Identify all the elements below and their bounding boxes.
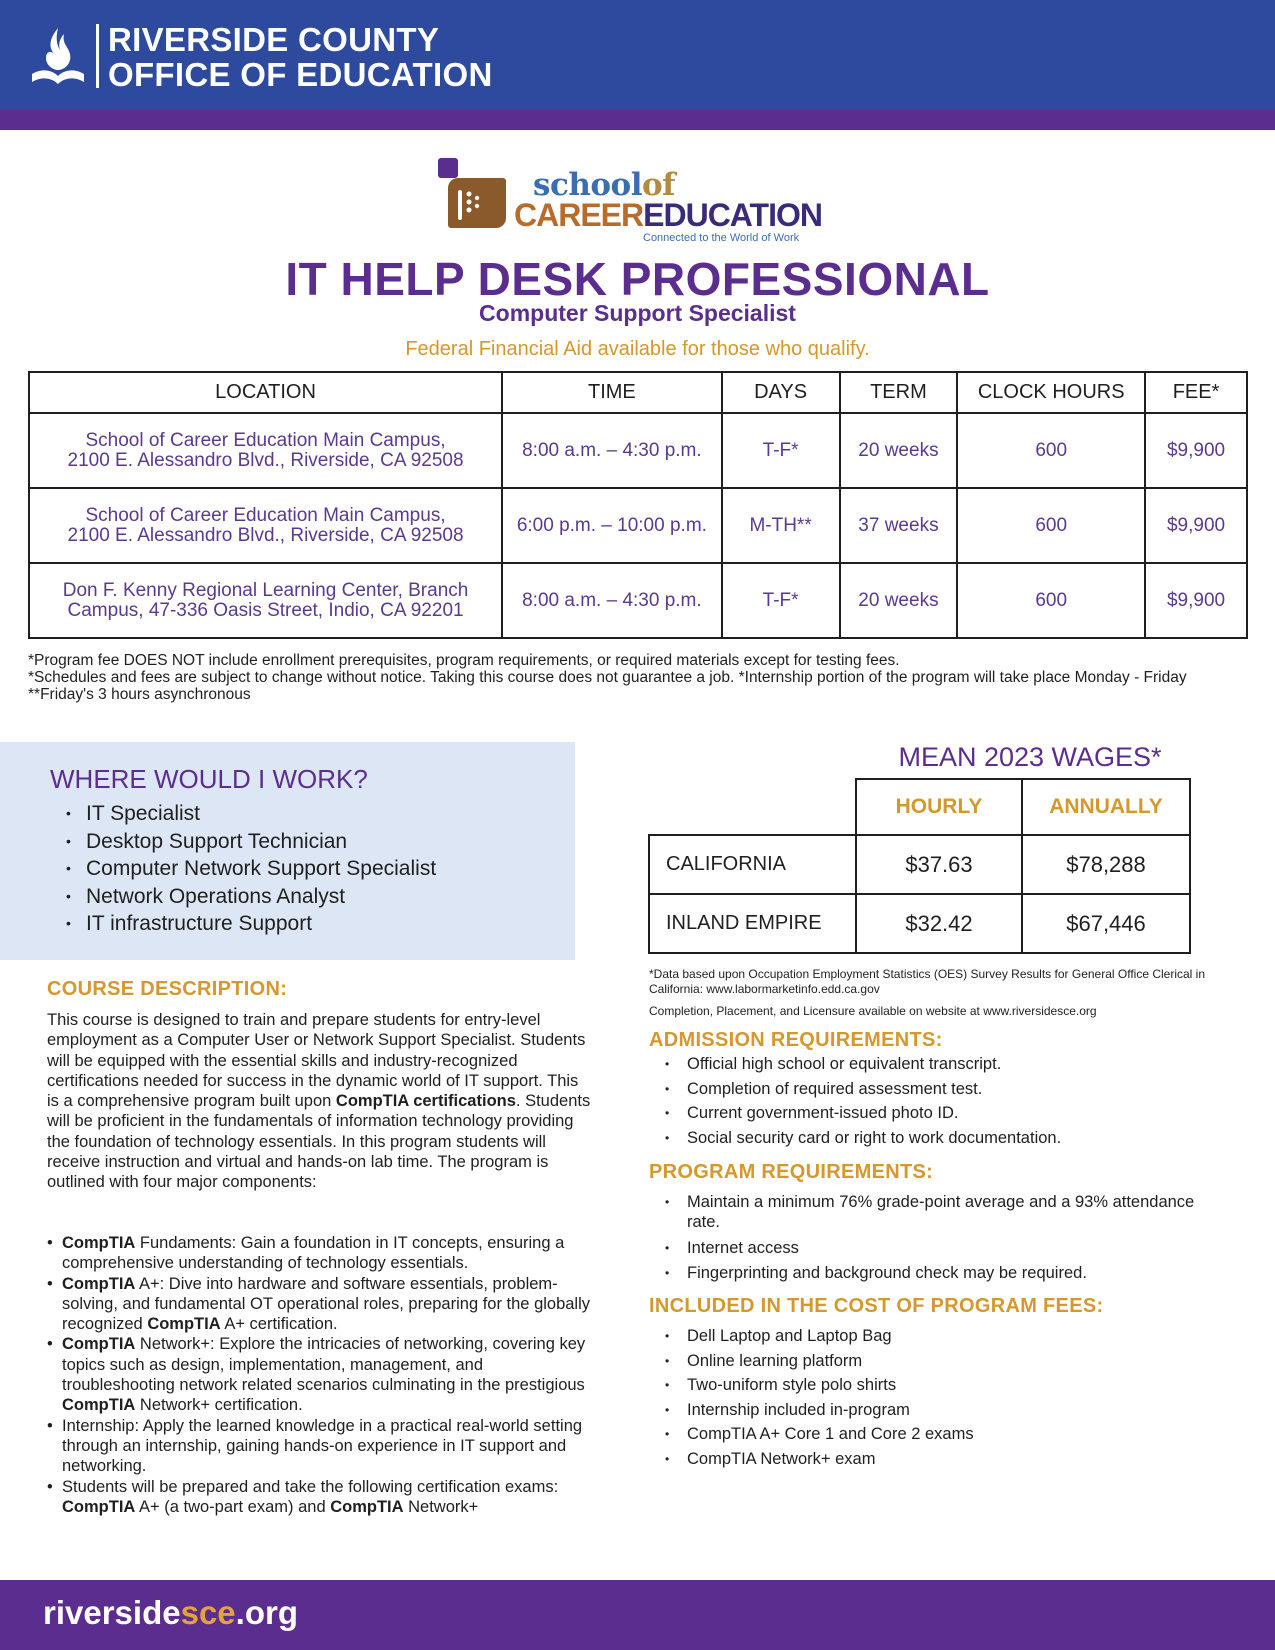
list-item: • Internet access	[662, 1236, 1202, 1261]
list-item: • CompTIA Network+ exam	[662, 1447, 1202, 1472]
list-item	[47, 1416, 592, 1477]
list-item: • Dell Laptop and Laptop Bag	[662, 1324, 1202, 1349]
list-item: • Internship included in-program	[662, 1398, 1202, 1423]
schedule-table	[28, 371, 1248, 639]
list-item: • CompTIA A+ Core 1 and Core 2 exams	[662, 1422, 1202, 1447]
where-work-title: WHERE WOULD I WORK?	[50, 764, 368, 794]
location-cell	[29, 413, 502, 488]
time-cell: 8:00 a.m. – 4:30 p.m.	[502, 563, 722, 638]
website-link[interactable]	[43, 1592, 298, 1634]
column-header: HOURLY	[856, 779, 1022, 835]
schedule-header-row	[29, 372, 1247, 413]
location-line: 2100 E. Alessandro Blvd., Riverside, CA 92508	[67, 449, 464, 471]
header-divider	[96, 24, 99, 88]
annual-cell: $78,288	[1022, 835, 1190, 894]
comptia-bold: CompTIA	[62, 1274, 136, 1293]
column-header: CLOCK HOURS	[957, 372, 1145, 413]
annual-cell: $67,446	[1022, 894, 1190, 953]
list-item: • IT infrastructure Support	[66, 910, 436, 938]
table-row	[29, 413, 1247, 488]
location-line: Campus, 47-336 Oasis Street, Indio, CA 92201	[67, 599, 464, 621]
hourly-cell: $32.42	[856, 894, 1022, 953]
hours-cell: 600	[957, 488, 1145, 563]
component-text: Network+: Explore the intricacies of networking, covering key topics such as design, implementation, management, and troubleshooting network related scenarios culminating in the prestigious	[62, 1335, 586, 1395]
admission-list	[662, 1052, 1202, 1150]
list-item: • Online learning platform	[662, 1349, 1202, 1374]
school-logo	[436, 156, 836, 246]
footnote: *Program fee DOES NOT include enrollment prerequisites, program requirements, or required materials except for testing fees.	[28, 652, 900, 669]
list-item: • Current government-issued photo ID.	[662, 1101, 1202, 1126]
logo-tagline: Connected to the World of Work	[643, 232, 800, 244]
logo-education-word: EDUCATION	[643, 197, 822, 233]
list-item: • Network Operations Analyst	[66, 883, 436, 911]
list-item	[47, 1274, 592, 1335]
blank-cell	[649, 779, 856, 835]
description-part: . Students will be proficient in the fundamentals of information technology providing the foundation of technology essentials. In this program students will receive instruction and virtual and hands-on lab time. The program is outlined with four major components:	[47, 1092, 591, 1192]
description-part: This course is designed to train and prepare students for entry-level employment as a Computer User or Network Support Specialist. Students will be equipped with the essential skills and industry-recognized certifications needed for success in the dynamic world of IT support. This is a comprehensive program built upon	[47, 1011, 586, 1111]
component-list	[47, 1233, 592, 1517]
list-item: • Fingerprinting and background check may be required.	[662, 1261, 1202, 1286]
days-cell: M-TH**	[722, 488, 840, 563]
table-row	[29, 488, 1247, 563]
dots-icon	[456, 190, 484, 220]
table-row	[29, 563, 1247, 638]
schedule-notes	[28, 652, 1248, 703]
list-item	[47, 1233, 592, 1274]
url-part: .org	[235, 1594, 298, 1631]
page-title: IT HELP DESK PROFESSIONAL	[285, 253, 990, 305]
admission-heading: ADMISSION REQUIREMENTS:	[649, 1029, 943, 1051]
location-cell	[29, 488, 502, 563]
location-cell	[29, 563, 502, 638]
url-part-accent: sce	[180, 1594, 236, 1631]
wages-footnote: *Data based upon Occupation Employment Statistics (OES) Survey Results for General Office Clerical in California: www.labormarketinfo.edd.ca.gov	[649, 967, 1206, 996]
financial-aid-note: Federal Financial Aid available for those who qualify.	[405, 338, 870, 360]
term-cell: 20 weeks	[840, 413, 958, 488]
days-cell: T-F*	[722, 413, 840, 488]
component-text: A+ (a two-part exam) and	[135, 1497, 331, 1516]
column-header: TIME	[502, 372, 722, 413]
url-part: riverside	[43, 1594, 181, 1631]
list-item: • Desktop Support Technician	[66, 828, 436, 856]
list-item	[47, 1477, 592, 1518]
list-item: • Maintain a minimum 76% grade-point average and a 93% attendance rate.	[662, 1192, 1202, 1232]
days-cell: T-F*	[722, 563, 840, 638]
footnote: **Friday's 3 hours asynchronous	[28, 686, 251, 703]
location-line: 2100 E. Alessandro Blvd., Riverside, CA 92508	[67, 524, 464, 546]
component-text: Students will be prepared and take the following certification exams:	[62, 1477, 559, 1496]
column-header: TERM	[840, 372, 958, 413]
logo-career-text	[514, 198, 822, 232]
org-name	[108, 22, 493, 92]
job-list	[66, 800, 436, 938]
wages-table	[648, 778, 1191, 954]
hourly-cell: $37.63	[856, 835, 1022, 894]
completion-note: Completion, Placement, and Licensure available on website at www.riversidesce.org	[649, 1004, 1097, 1018]
component-text: A+: Dive into hardware and software essentials, problem-solving, and fundamental OT operational roles, preparing for the globally recognized	[62, 1274, 591, 1334]
column-header: LOCATION	[29, 372, 502, 413]
table-row	[649, 894, 1190, 953]
header-stripe	[0, 110, 1275, 130]
list-item: • Official high school or equivalent transcript.	[662, 1052, 1202, 1077]
fee-cell: $9,900	[1145, 488, 1247, 563]
page-subtitle: Computer Support Specialist	[479, 300, 796, 326]
wages-header-row	[649, 779, 1190, 835]
column-header: FEE*	[1145, 372, 1247, 413]
list-item: • Two-uniform style polo shirts	[662, 1373, 1202, 1398]
course-description-text	[47, 1010, 592, 1193]
list-item	[47, 1334, 592, 1415]
course-description-heading: COURSE DESCRIPTION:	[47, 978, 288, 1000]
fee-cell: $9,900	[1145, 563, 1247, 638]
logo-of-word: of	[642, 167, 676, 203]
fee-cell: $9,900	[1145, 413, 1247, 488]
hours-cell: 600	[957, 413, 1145, 488]
list-item: • Completion of required assessment test.	[662, 1077, 1202, 1102]
comptia-bold: CompTIA	[62, 1396, 136, 1415]
component-text: Network+ certification.	[135, 1396, 303, 1415]
component-text: Fundaments: Gain a foundation in IT concepts, ensuring a comprehensive understanding of technology essentials.	[62, 1234, 565, 1273]
flame-book-icon	[28, 24, 88, 88]
program-requirements-heading: PROGRAM REQUIREMENTS:	[649, 1161, 934, 1183]
hours-cell: 600	[957, 563, 1145, 638]
term-cell: 20 weeks	[840, 563, 958, 638]
org-name-line1: RIVERSIDE COUNTY	[108, 21, 440, 58]
included-heading: INCLUDED IN THE COST OF PROGRAM FEES:	[649, 1295, 1104, 1317]
list-item: • Computer Network Support Specialist	[66, 855, 436, 883]
comptia-bold: CompTIA	[62, 1234, 136, 1252]
list-item: • IT Specialist	[66, 800, 436, 828]
list-item: • Social security card or right to work documentation.	[662, 1126, 1202, 1151]
comptia-bold: CompTIA	[330, 1497, 404, 1516]
logo-career-word: CAREER	[514, 197, 644, 233]
comptia-bold: CompTIA	[62, 1335, 136, 1354]
component-text: Network+	[403, 1497, 479, 1516]
component-text: A+ certification.	[220, 1315, 338, 1334]
footnote: *Schedules and fees are subject to change without notice. Taking this course does not guarantee a job. *Internship portion of the program will take place Monday - Friday	[28, 669, 1187, 686]
time-cell: 6:00 p.m. – 10:00 p.m.	[502, 488, 722, 563]
column-header: DAYS	[722, 372, 840, 413]
description-bold: CompTIA certifications	[335, 1092, 516, 1111]
location-line: Don F. Kenny Regional Learning Center, Branch	[62, 579, 469, 601]
comptia-bold: CompTIA	[147, 1315, 221, 1334]
component-text: Internship: Apply the learned knowledge in a practical real-world setting through an internship, gaining hands-on experience in IT support and networking.	[62, 1416, 583, 1476]
comptia-bold: CompTIA	[62, 1497, 136, 1516]
time-cell: 8:00 a.m. – 4:30 p.m.	[502, 413, 722, 488]
term-cell: 37 weeks	[840, 488, 958, 563]
column-header: ANNUALLY	[1022, 779, 1190, 835]
org-name-line2: OFFICE OF EDUCATION	[108, 56, 493, 93]
table-row	[649, 835, 1190, 894]
logo-square	[438, 158, 458, 178]
program-requirements-list	[662, 1189, 1202, 1285]
region-cell: INLAND EMPIRE	[649, 894, 856, 953]
region-cell: CALIFORNIA	[649, 835, 856, 894]
logo-school-word: school	[533, 167, 642, 203]
included-list	[662, 1324, 1202, 1471]
location-line: School of Career Education Main Campus,	[85, 429, 446, 451]
location-line: School of Career Education Main Campus,	[85, 504, 446, 526]
wages-title: MEAN 2023 WAGES*	[898, 742, 1162, 772]
